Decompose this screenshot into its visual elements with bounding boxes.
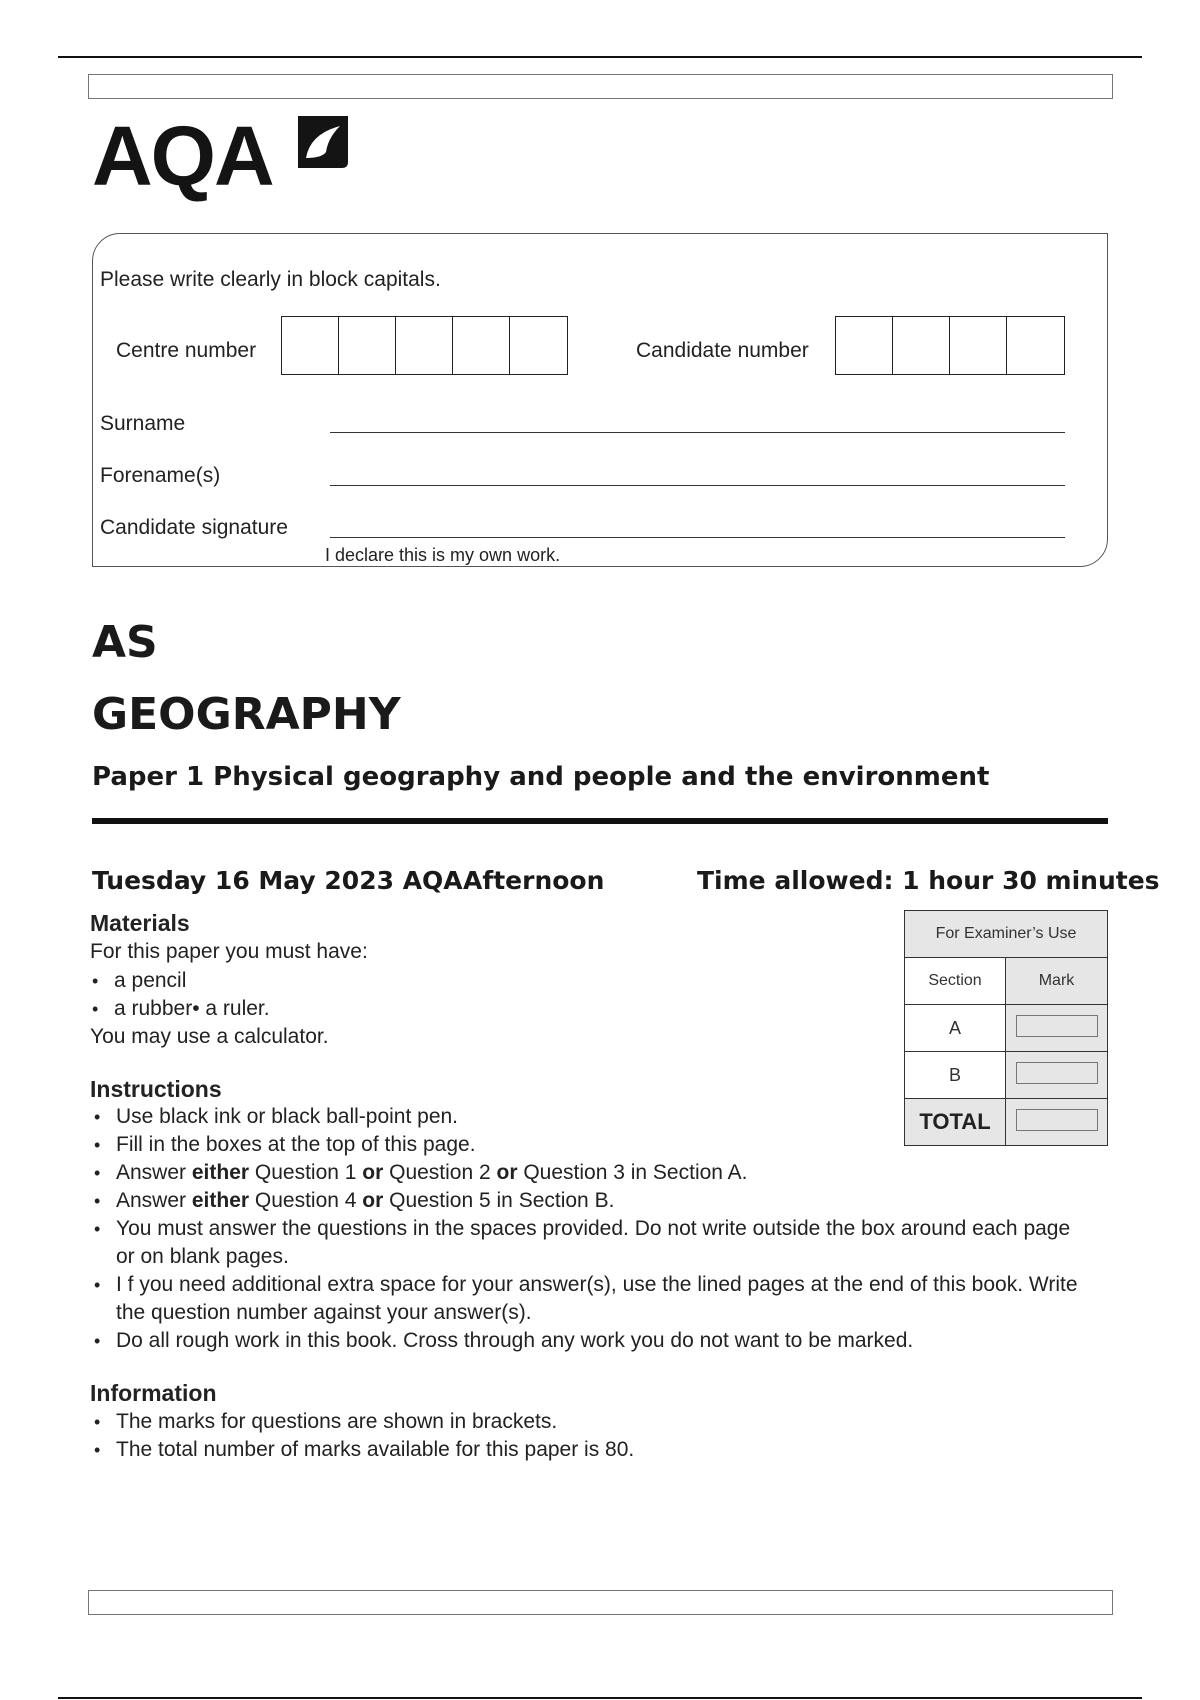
mark-input-box[interactable] <box>1016 1015 1098 1037</box>
candidate-number-cell[interactable] <box>1007 317 1064 374</box>
materials-intro: For this paper you must have: <box>90 940 368 963</box>
list-item: • Answer either Question 4 or Question 5 in Section B. <box>92 1187 1082 1215</box>
candidate-number-cell[interactable] <box>950 317 1007 374</box>
forenames-line[interactable] <box>330 485 1065 486</box>
mark-input-box[interactable] <box>1016 1109 1098 1131</box>
aqa-logo <box>92 108 362 208</box>
centre-number-cell[interactable] <box>282 317 339 374</box>
block-capitals-instruction: Please write clearly in block capitals. <box>100 268 441 291</box>
mark-column-header: Mark <box>1006 958 1108 1005</box>
signature-label: Candidate signature <box>100 516 288 539</box>
title-divider <box>92 818 1108 824</box>
centre-number-cell[interactable] <box>396 317 453 374</box>
logo-flag-icon <box>292 112 354 174</box>
candidate-number-label: Candidate number <box>636 339 809 362</box>
candidate-number-cell[interactable] <box>893 317 950 374</box>
materials-list <box>90 967 270 1023</box>
centre-number-boxes[interactable] <box>281 316 568 375</box>
surname-label: Surname <box>100 412 186 435</box>
logo-text: AQA <box>92 109 273 203</box>
centre-number-cell[interactable] <box>510 317 567 374</box>
declaration-text: I declare this is my own work. <box>325 545 561 565</box>
instructions-heading: Instructions <box>90 1076 222 1102</box>
header-frame-bar <box>88 74 1113 99</box>
examiners-use-table <box>904 910 1108 1146</box>
calculator-note: You may use a calculator. <box>90 1025 329 1048</box>
list-item: • Fill in the boxes at the top of this page. <box>92 1131 1082 1159</box>
paper-title: Paper 1 Physical geography and people and the environment <box>92 762 990 792</box>
candidate-number-cell[interactable] <box>836 317 893 374</box>
exam-date: Tuesday 16 May 2023 AQA <box>92 866 463 895</box>
section-a-cell: A <box>905 1005 1006 1052</box>
total-mark-cell[interactable] <box>1006 1099 1108 1146</box>
signature-line[interactable] <box>330 537 1065 538</box>
bottom-rule <box>58 1697 1142 1699</box>
information-heading: Information <box>90 1380 217 1406</box>
list-item: • Do all rough work in this book. Cross through any work you do not want to be marked. <box>92 1327 1082 1355</box>
list-item: • a pencil <box>90 967 270 995</box>
centre-number-label: Centre number <box>116 339 257 362</box>
centre-number-cell[interactable] <box>339 317 396 374</box>
top-rule <box>58 56 1142 58</box>
forenames-label: Forename(s) <box>100 464 221 487</box>
examiners-use-title: For Examiner’s Use <box>905 911 1108 958</box>
exam-session: Afternoon <box>463 866 605 895</box>
section-b-cell: B <box>905 1052 1006 1099</box>
mark-a-cell[interactable] <box>1006 1005 1108 1052</box>
list-item: • The marks for questions are shown in brackets. <box>92 1408 634 1436</box>
mark-b-cell[interactable] <box>1006 1052 1108 1099</box>
section-column-header: Section <box>905 958 1006 1005</box>
total-label: TOTAL <box>905 1099 1006 1146</box>
list-item: • Use black ink or black ball-point pen. <box>92 1103 1082 1131</box>
list-item: • You must answer the questions in the spaces provided. Do not write outside the box around each page or on blank pages. <box>92 1215 1082 1271</box>
time-allowed: Time allowed: 1 hour 30 minutes <box>697 866 1160 895</box>
subject-title: GEOGRAPHY <box>92 689 401 740</box>
list-item: • The total number of marks available for this paper is 80. <box>92 1436 634 1464</box>
mark-input-box[interactable] <box>1016 1062 1098 1084</box>
list-item: • a rubber• a ruler. <box>90 995 270 1023</box>
information-list <box>92 1408 634 1464</box>
surname-line[interactable] <box>330 432 1065 433</box>
footer-frame-bar <box>88 1590 1113 1615</box>
materials-heading: Materials <box>90 910 190 936</box>
list-item: • Answer either Question 1 or Question 2 or Question 3 in Section A. <box>92 1159 1082 1187</box>
centre-number-cell[interactable] <box>453 317 510 374</box>
qualification-level: AS <box>92 617 158 668</box>
candidate-number-boxes[interactable] <box>835 316 1065 375</box>
list-item: • I f you need additional extra space for your answer(s), use the lined pages at the end of this book. Write the question number against your answer(s). <box>92 1271 1082 1327</box>
